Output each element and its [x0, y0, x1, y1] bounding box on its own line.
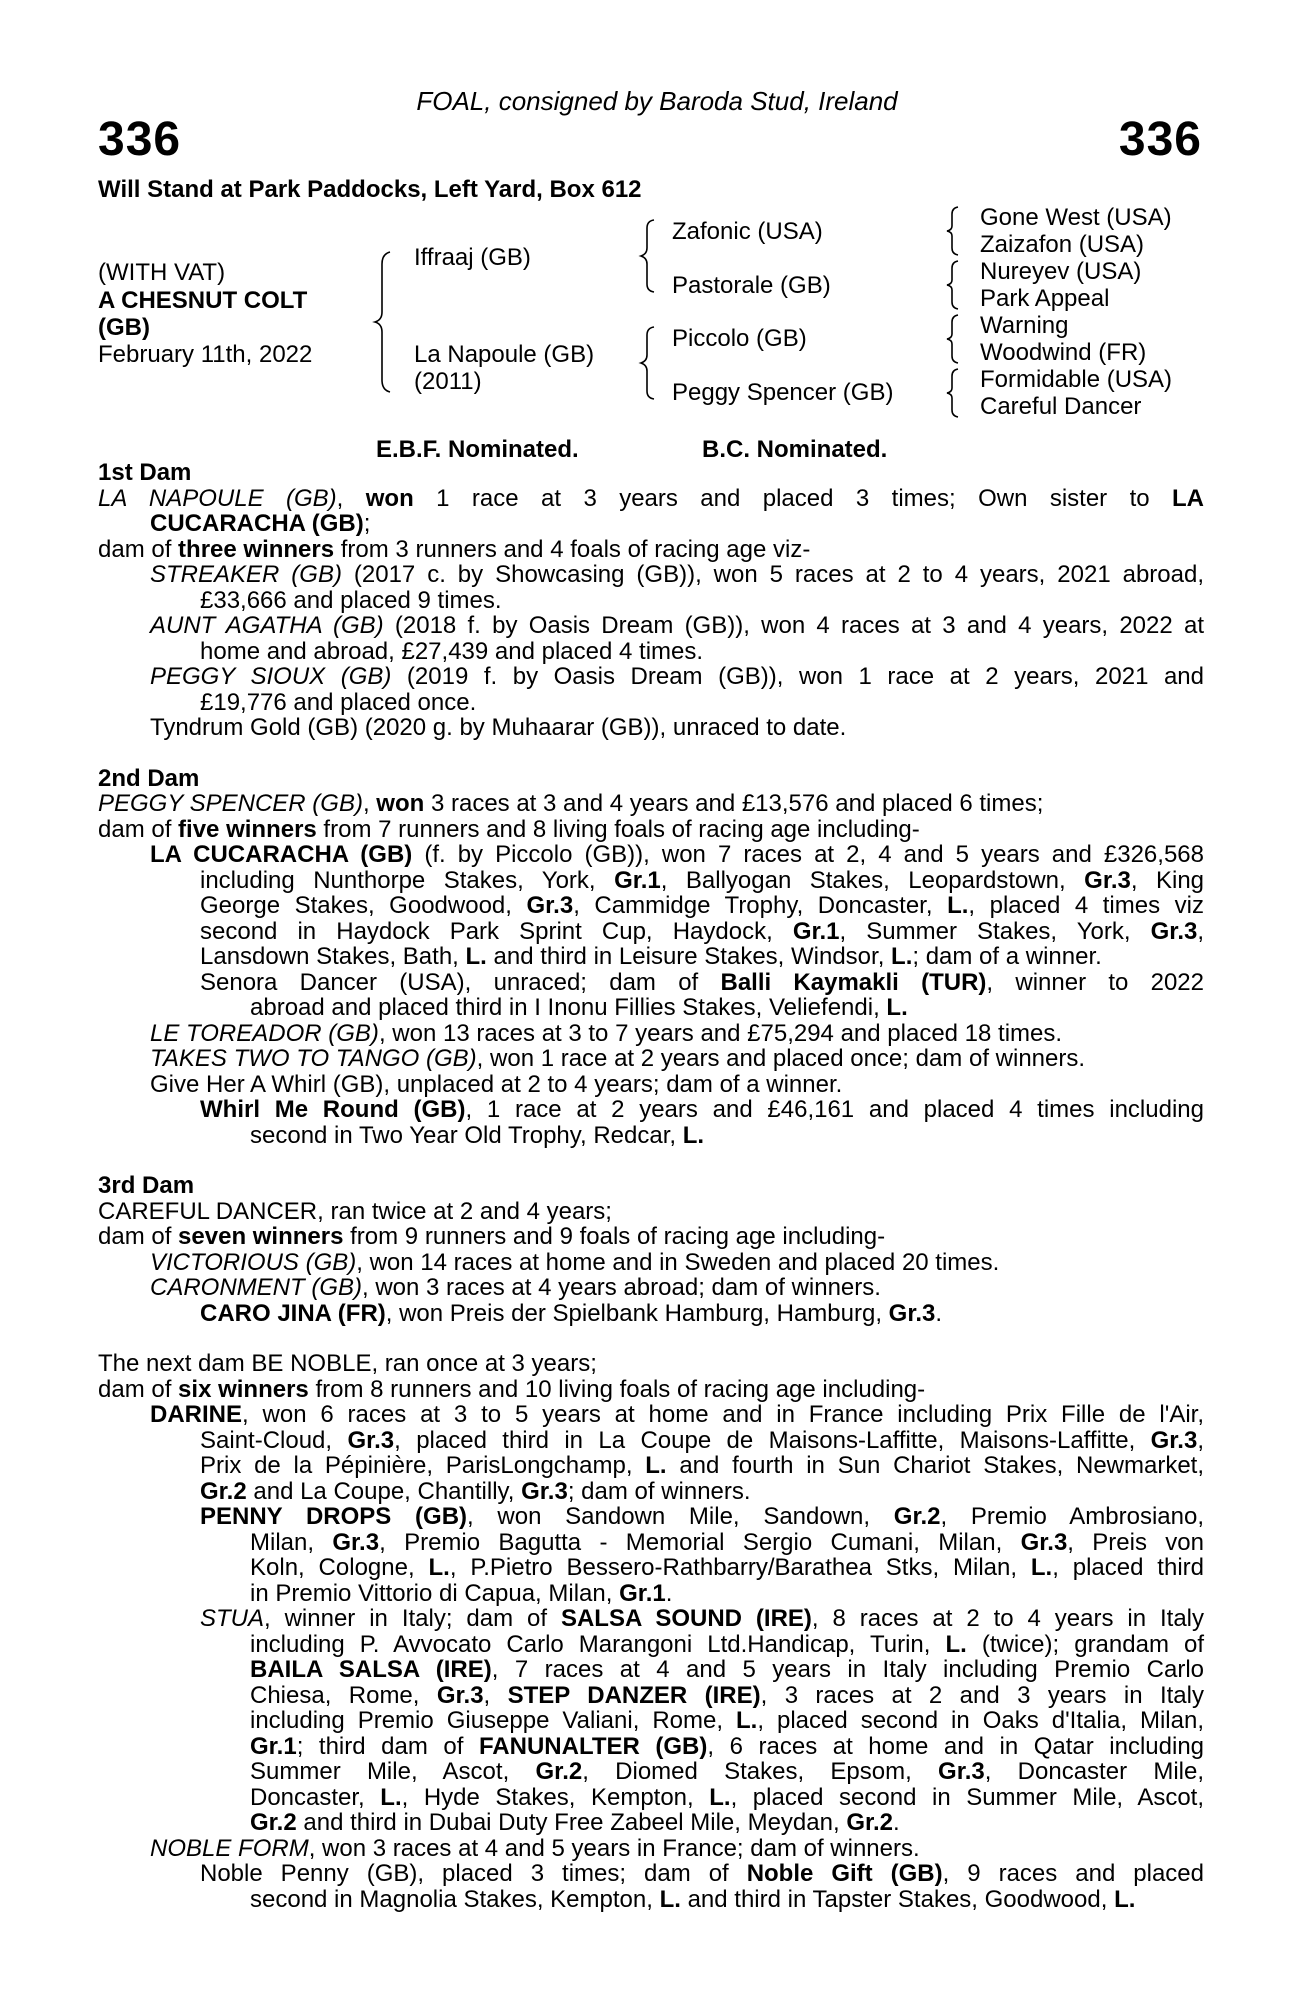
first-dam-heading: 1st Dam — [98, 459, 192, 486]
next-dam-line: The next dam BE NOBLE, ran once at 3 years; — [98, 1350, 597, 1377]
stand-location: Will Stand at Park Paddocks, Left Yard, Box 612 — [98, 176, 642, 203]
sire-sire: Zafonic (USA) — [672, 218, 823, 245]
produce-entry: PEGGY SIOUX (GB) (2019 f. by Oasis Dream (GB)), won 1 race at 2 years, 2021 and — [150, 663, 1205, 690]
produce-entry: Whirl Me Round (GB), 1 race at 2 years and £46,161 and placed 4 times including — [200, 1096, 1204, 1123]
produce-entry: LE TOREADOR (GB), won 13 races at 3 to 7 years and £75,294 and placed 18 times. — [150, 1019, 1063, 1047]
produce-entry-cont: second in Magnolia Stakes, Kempton, L. and third in Tapster Stakes, Goodwood, L. — [250, 1885, 1136, 1913]
produce-entry: STUA, winner in Italy; dam of SALSA SOUND (IRE), 8 races at 2 to 4 years in Italy — [200, 1605, 1204, 1632]
produce-entry-cont: second in Haydock Park Sprint Cup, Haydock, Gr.1, Summer Stakes, York, Gr.3, — [200, 917, 1205, 945]
produce-entry: PENNY DROPS (GB), won Sandown Mile, Sandown, Gr.2, Premio Ambrosiano, — [200, 1503, 1205, 1530]
second-dam-produce-summary: dam of five winners from 7 runners and 8 living foals of racing age including- — [98, 815, 920, 843]
produce-entry-cont: second in Two Year Old Trophy, Redcar, L. — [250, 1121, 705, 1149]
lot-number-right: 336 — [1118, 113, 1202, 166]
produce-entry: NOBLE FORM, won 3 races at 4 and 5 years in France; dam of winners. — [150, 1834, 920, 1862]
produce-entry-cont: BAILA SALSA (IRE), 7 races at 4 and 5 years in Italy including Premio Carlo — [250, 1656, 1204, 1683]
dam-sire: Piccolo (GB) — [672, 325, 807, 352]
lot-number-left: 336 — [98, 113, 182, 166]
foaling-date: February 11th, 2022 — [98, 341, 313, 368]
produce-entry-cont: £33,666 and placed 9 times. — [200, 586, 502, 614]
produce-entry-cont: George Stakes, Goodwood, Gr.3, Cammidge Trophy, Doncaster, L., placed 4 times viz — [200, 892, 1204, 919]
produce-entry: STREAKER (GB) (2017 c. by Showcasing (GB)), won 5 races at 2 to 4 years, 2021 abroad, — [150, 561, 1204, 588]
third-dam-heading: 3rd Dam — [98, 1172, 195, 1199]
produce-entry-cont: Milan, Gr.3, Premio Bagutta - Memorial Sergio Cumani, Milan, Gr.3, Preis von — [250, 1528, 1205, 1556]
horse-origin: (GB) — [98, 314, 150, 341]
consignor-line: FOAL, consigned by Baroda Stud, Ireland — [416, 86, 898, 116]
produce-entry-cont: Doncaster, L., Hyde Stakes, Kempton, L., placed second in Summer Mile, Ascot, — [250, 1783, 1205, 1811]
produce-entry: DARINE, won 6 races at 3 to 5 years at home and in France including Prix Fille de l'Air, — [150, 1401, 1204, 1428]
brace-parents — [372, 250, 394, 394]
produce-entry-cont: Gr.2 and third in Dubai Duty Free Zabeel Mile, Meydan, Gr.2. — [250, 1809, 900, 1836]
brace-dam-parents — [638, 325, 658, 401]
brace-g4 — [944, 367, 962, 419]
gg-dam-1: Zaizafon (USA) — [980, 231, 1145, 258]
produce-entry-cont: home and abroad, £27,439 and placed 4 times. — [200, 637, 704, 665]
gg-dam-4: Careful Dancer — [980, 393, 1142, 420]
first-dam-produce-summary: dam of three winners from 3 runners and 4 foals of racing age viz- — [98, 535, 811, 563]
produce-entry-cont: Prix de la Pépinière, ParisLongchamp, L. and fourth in Sun Chariot Stakes, Newmarket, — [200, 1452, 1205, 1479]
brace-g3 — [944, 313, 962, 365]
brace-g2 — [944, 259, 962, 311]
gg-sire-2: Nureyev (USA) — [980, 258, 1142, 285]
sire: Iffraaj (GB) — [414, 244, 531, 271]
ebf-nomination: E.B.F. Nominated. — [376, 436, 579, 463]
second-dam-line: PEGGY SPENCER (GB), won 3 races at 3 and 4 years and £13,576 and placed 6 times; — [98, 790, 1044, 817]
produce-entry-cont: including Premio Giuseppe Valiani, Rome, L., placed second in Oaks d'Italia, Milan, — [250, 1707, 1205, 1734]
produce-entry: Noble Penny (GB), placed 3 times; dam of Noble Gift (GB), 9 races and placed — [200, 1860, 1205, 1887]
produce-entry: Senora Dancer (USA), unraced; dam of Balli Kaymakli (TUR), winner to 2022 — [200, 968, 1205, 996]
dam: La Napoule (GB) — [414, 341, 595, 368]
brace-g1 — [944, 205, 962, 257]
produce-entry-cont: Koln, Cologne, L., P.Pietro Bessero-Rathbarry/Barathea Stks, Milan, L., placed third — [250, 1554, 1204, 1581]
produce-entry: CARO JINA (FR), won Preis der Spielbank Hamburg, Hamburg, Gr.3. — [200, 1299, 943, 1327]
next-dam-produce-summary: dam of six winners from 8 runners and 10 living foals of racing age including- — [98, 1375, 926, 1403]
sire-dam: Pastorale (GB) — [672, 272, 831, 299]
produce-entry: TAKES TWO TO TANGO (GB), won 1 race at 2 years and placed once; dam of winners. — [150, 1045, 1086, 1072]
gg-sire-3: Warning — [980, 312, 1069, 339]
produce-entry-cont: £19,776 and placed once. — [200, 688, 477, 716]
produce-entry-cont: including Nunthorpe Stakes, York, Gr.1, Ballyogan Stakes, Leopardstown, Gr.3, King — [200, 866, 1205, 894]
third-dam-line: CAREFUL DANCER, ran twice at 2 and 4 years; — [98, 1197, 612, 1225]
bc-nomination: B.C. Nominated. — [702, 436, 888, 463]
brace-sire-parents — [638, 218, 658, 294]
produce-entry-cont: in Premio Vittorio di Capua, Milan, Gr.1. — [250, 1579, 673, 1607]
vat-note: (WITH VAT) — [98, 259, 226, 286]
horse-name: A CHESNUT COLT — [98, 287, 308, 314]
produce-entry: Give Her A Whirl (GB), unplaced at 2 to 4 years; dam of a winner. — [150, 1070, 843, 1098]
produce-entry-cont: including P. Avvocato Carlo Marangoni Ltd.Handicap, Turin, L. (twice); grandam of — [250, 1630, 1204, 1658]
produce-entry-cont: Gr.1; third dam of FANUNALTER (GB), 6 races at home and in Qatar including — [250, 1732, 1205, 1760]
produce-entry: VICTORIOUS (GB), won 14 races at home and in Sweden and placed 20 times. — [150, 1248, 1000, 1276]
first-dam-line: CUCARACHA (GB); — [150, 510, 371, 537]
third-dam-produce-summary: dam of seven winners from 9 runners and 9 foals of racing age including- — [98, 1223, 886, 1250]
produce-entry-cont: Chiesa, Rome, Gr.3, STEP DANZER (IRE), 3 races at 2 and 3 years in Italy — [250, 1681, 1204, 1709]
produce-entry: CARONMENT (GB), won 3 races at 4 years abroad; dam of winners. — [150, 1274, 881, 1301]
produce-entry-cont: abroad and placed third in I Inonu Fillies Stakes, Veliefendi, L. — [250, 994, 908, 1021]
produce-entry: Tyndrum Gold (GB) (2020 g. by Muhaarar (GB)), unraced to date. — [150, 714, 847, 741]
dam-year: (2011) — [414, 368, 482, 395]
gg-dam-3: Woodwind (FR) — [980, 339, 1147, 366]
produce-entry: LA CUCARACHA (GB) (f. by Piccolo (GB)), won 7 races at 2, 4 and 5 years and £326,568 — [150, 841, 1204, 868]
produce-entry: AUNT AGATHA (GB) (2018 f. by Oasis Dream (GB)), won 4 races at 3 and 4 years, 2022 at — [150, 612, 1204, 639]
first-dam-line: LA NAPOULE (GB), won 1 race at 3 years and placed 3 times; Own sister to LA — [98, 484, 1205, 512]
gg-sire-1: Gone West (USA) — [980, 204, 1172, 231]
produce-entry-cont: Gr.2 and La Coupe, Chantilly, Gr.3; dam of winners. — [200, 1477, 751, 1505]
produce-entry-cont: Saint-Cloud, Gr.3, placed third in La Coupe de Maisons-Laffitte, Maisons-Laffitte, Gr.3, — [200, 1426, 1204, 1454]
gg-sire-4: Formidable (USA) — [980, 366, 1173, 393]
produce-entry-cont: Lansdown Stakes, Bath, L. and third in Leisure Stakes, Windsor, L.; dam of a winner. — [200, 943, 1102, 970]
second-dam-heading: 2nd Dam — [98, 764, 200, 792]
produce-entry-cont: Summer Mile, Ascot, Gr.2, Diomed Stakes, Epsom, Gr.3, Doncaster Mile, — [250, 1758, 1204, 1785]
dam-lines — [98, 460, 1204, 1912]
gg-dam-2: Park Appeal — [980, 285, 1110, 312]
dam-dam: Peggy Spencer (GB) — [672, 379, 894, 406]
